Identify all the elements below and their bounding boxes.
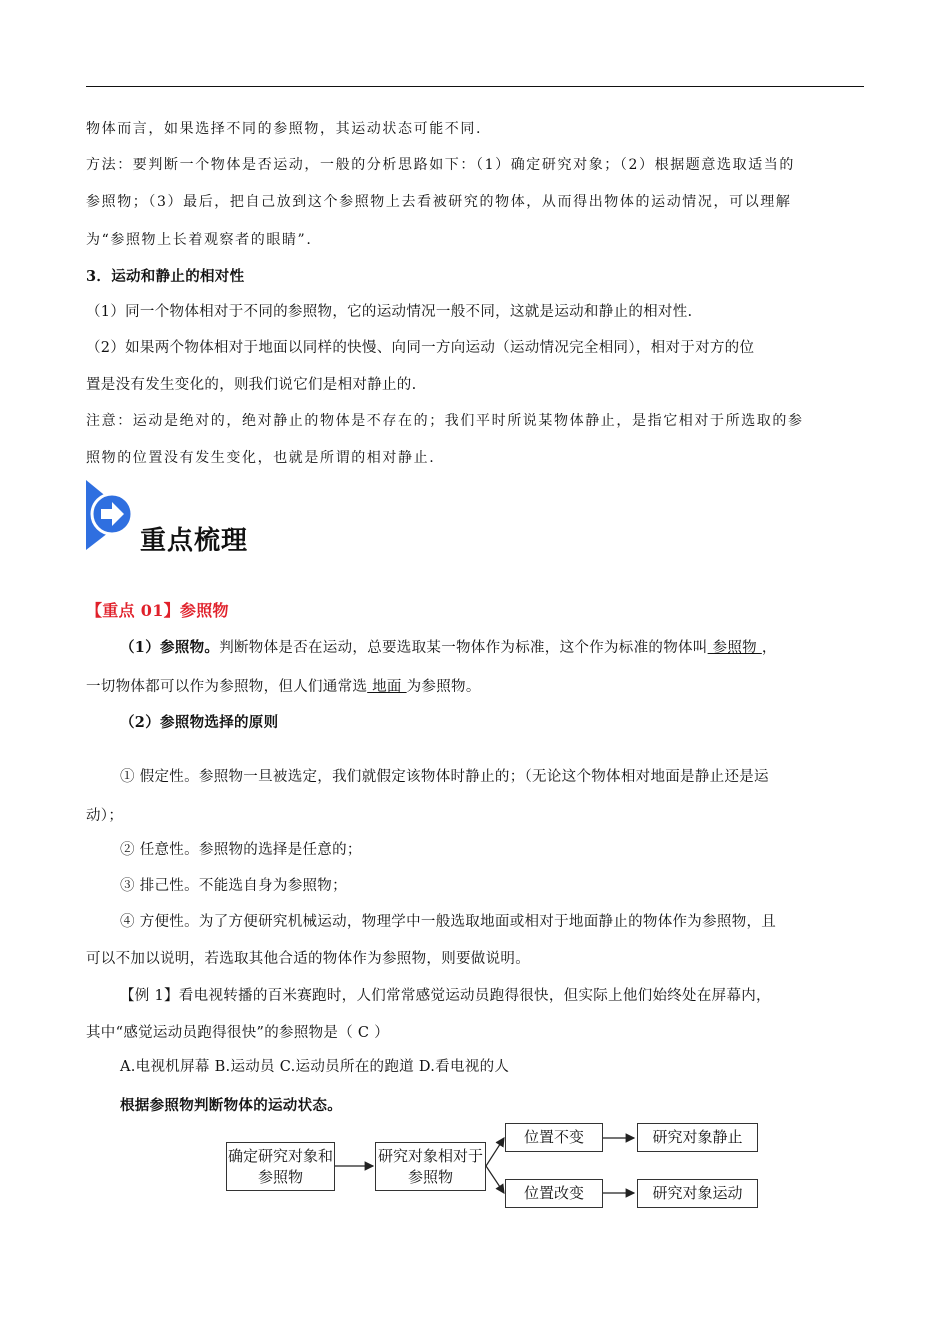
paragraph-label: （1）参照物。 bbox=[120, 639, 220, 656]
flow-box-static: 研究对象静止 bbox=[637, 1123, 758, 1152]
note-line: 注意：运动是绝对的，绝对静止的物体是不存在的；我们平时所说某物体静止，是指它相对于所选取的参 bbox=[86, 413, 804, 429]
text-line: 置是没有发生变化的，则我们说它们是相对静止的. bbox=[86, 377, 417, 393]
example-options: A.电视机屏幕 B.运动员 C.运动员所在的跑道 D.看电视的人 bbox=[120, 1059, 510, 1075]
relativity-heading: 3．运动和静止的相对性 bbox=[86, 268, 245, 285]
summary-line: 根据参照物判断物体的运动状态。 bbox=[120, 1097, 342, 1114]
principle-item: ③ 排己性。不能选自身为参照物； bbox=[120, 878, 347, 894]
paragraph-text: ， bbox=[761, 640, 777, 656]
paragraph-text: 一切物体都可以作为参照物，但人们通常选 bbox=[86, 679, 368, 695]
principle-item: ② 任意性。参照物的选择是任意的； bbox=[120, 842, 362, 858]
key-point-label: 【重点 01】参照物 bbox=[86, 601, 229, 620]
example-question: 其中“感觉运动员跑得很快”的参照物是（ C ） bbox=[86, 1025, 390, 1041]
paragraph-text: 判断物体是否在运动，总要选取某一物体作为标准，这个作为标准的物体叫 bbox=[219, 640, 708, 656]
header-rule bbox=[86, 86, 864, 87]
principle-item: ④ 方便性。为了方便研究机械运动，物理学中一般选取地面或相对于地面静止的物体作为参照物，且 bbox=[120, 914, 777, 930]
arrow-right-icon bbox=[84, 476, 144, 552]
principle-item: 动）； bbox=[86, 808, 124, 824]
principle-item: 可以不加以说明，若选取其他合适的物体作为参照物，则要做说明。 bbox=[86, 951, 530, 967]
text-line: 方法：要判断一个物体是否运动，一般的分析思路如下：（1）确定研究对象；（2）根据题意选取适当的 bbox=[86, 157, 796, 173]
text-line: 参照物；（3）最后，把自己放到这个参照物上去看被研究的物体，从而得出物体的运动情况，可以理解 bbox=[86, 194, 792, 210]
flow-arrow bbox=[486, 1138, 504, 1166]
answer-blank: 地面 bbox=[367, 679, 407, 695]
example-text: 看电视转播的百米赛跑时，人们常常感觉运动员跑得很快，但实际上他们始终处在屏幕内， bbox=[178, 988, 771, 1004]
paragraph-text: 为参照物。 bbox=[406, 679, 481, 695]
flow-arrow bbox=[486, 1166, 504, 1193]
text-line: （2）如果两个物体相对于地面以同样的快慢、向同一方向运动（运动情况完全相同），相对于对方的位 bbox=[86, 340, 755, 356]
example-label: 【例 1】 bbox=[120, 988, 179, 1004]
flow-box-start: 确定研究对象和参照物 bbox=[226, 1142, 335, 1191]
example-question bbox=[120, 984, 870, 1005]
text-line: （1）同一个物体相对于不同的参照物，它的运动情况一般不同，这就是运动和静止的相对性. bbox=[86, 304, 693, 320]
answer-blank: 参照物 bbox=[707, 640, 762, 656]
principles-heading: （2）参照物选择的原则 bbox=[120, 714, 279, 731]
note-line: 照物的位置没有发生变化，也就是所谓的相对静止. bbox=[86, 450, 436, 466]
text-line: 为“参照物上长着观察者的眼睛”. bbox=[86, 232, 313, 248]
flow-box-compare: 研究对象相对于参照物 bbox=[375, 1142, 486, 1191]
paragraph bbox=[120, 636, 870, 657]
flow-box-changed: 位置改变 bbox=[505, 1179, 603, 1208]
paragraph bbox=[86, 675, 866, 696]
principle-item: ① 假定性。参照物一旦被选定，我们就假定该物体时静止的；（无论这个物体相对地面是静止还是运 bbox=[120, 769, 769, 785]
flow-box-moving: 研究对象运动 bbox=[637, 1179, 758, 1208]
text-line: 物体而言，如果选择不同的参照物，其运动状态可能不同. bbox=[86, 121, 483, 137]
section-title: 重点梳理 bbox=[140, 526, 249, 556]
flow-box-unchanged: 位置不变 bbox=[505, 1123, 603, 1152]
